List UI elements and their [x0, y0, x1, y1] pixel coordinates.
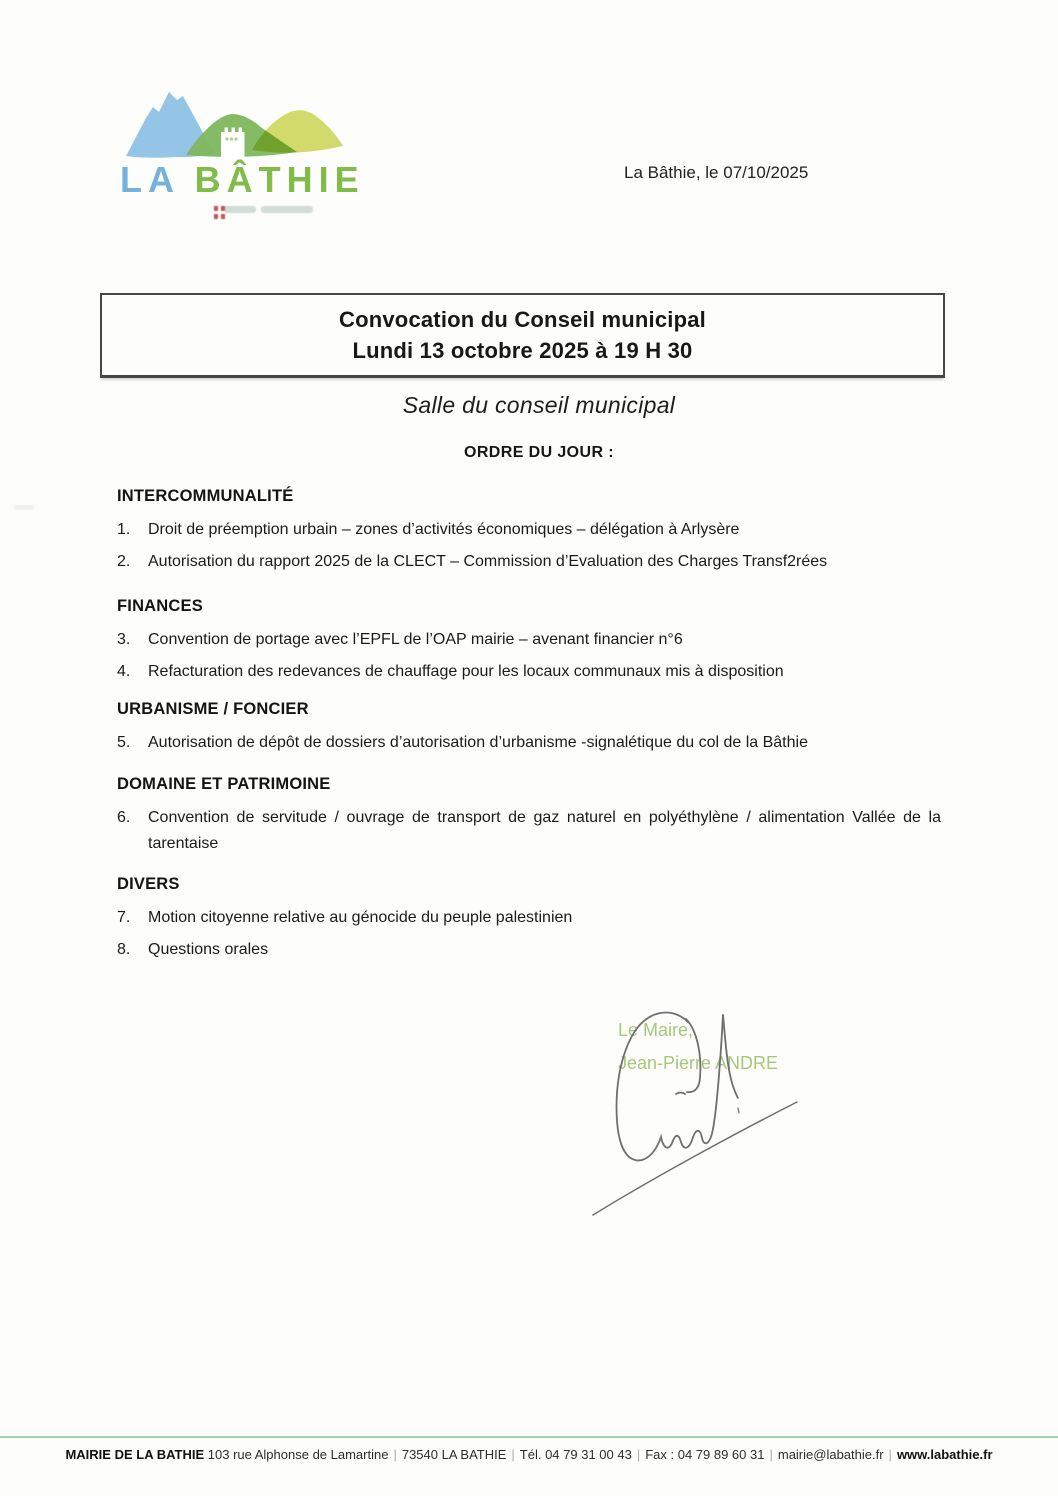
agenda-item [117, 659, 941, 685]
footer-address: 103 rue Alphonse de Lamartine [207, 1447, 389, 1462]
mayor-signature-icon [580, 1000, 840, 1240]
agenda-item [117, 517, 941, 543]
signature-block [580, 1000, 840, 1240]
footer-green-rule [0, 1436, 1058, 1438]
item-text: Refacturation des redevances de chauffage pour les locaux communaux mis à disposition [148, 663, 784, 680]
title-line-1: Convocation du Conseil municipal [339, 306, 706, 332]
logo-word-bathie: BÂTHIE [194, 159, 365, 200]
logo-wordmark [120, 159, 365, 200]
title-box [100, 293, 945, 378]
item-text: Droit de préemption urbain – zones d’activités économiques – délégation à Arlysère [148, 521, 740, 538]
footer-separator: | [769, 1447, 773, 1462]
meeting-room-subtitle: Salle du conseil municipal [402, 392, 676, 418]
footer-mairie-name: MAIRIE DE LA BATHIE [65, 1447, 205, 1462]
item-number: 1. [117, 521, 131, 538]
signature-role: Le Maire, [618, 1020, 694, 1040]
footer-separator: | [393, 1447, 397, 1462]
footer-separator: | [511, 1447, 515, 1462]
footer-fax: Fax : 04 79 89 60 31 [645, 1447, 765, 1462]
footer-website: www.labathie.fr [896, 1447, 993, 1462]
mountains-castle-icon [118, 84, 358, 164]
footer-email: mairie@labathie.fr [777, 1447, 884, 1462]
section-heading: INTERCOMMUNALITÉ [117, 487, 294, 505]
item-text: Convention de servitude / ouvrage de transport de gaz naturel en polyéthylène / alimentation Vallée de la tarentaise [148, 809, 941, 852]
agenda-item [117, 937, 941, 963]
footer-city: 73540 LA BATHIE [401, 1447, 507, 1462]
agenda-section-urbanisme [117, 700, 941, 762]
item-number: 6. [117, 809, 131, 826]
item-number: 5. [117, 734, 131, 751]
yellow-mountain-icon [252, 110, 343, 153]
agenda-section-domaine-patrimoine [117, 775, 941, 863]
item-number: 8. [117, 941, 131, 958]
la-bathie-logo [118, 84, 365, 234]
faint-tagline-text [261, 206, 313, 213]
footer-separator: | [888, 1447, 892, 1462]
item-number: 7. [117, 909, 131, 926]
agenda-item [117, 549, 941, 575]
section-heading: DOMAINE ET PATRIMOINE [117, 775, 331, 793]
item-number: 4. [117, 663, 131, 680]
section-heading: DIVERS [117, 875, 180, 893]
castle-tower-icon [221, 128, 245, 159]
item-text: Questions orales [148, 941, 269, 958]
agenda-section-finances [117, 597, 941, 691]
signature-name: Jean-Pierre ANDRE [618, 1053, 779, 1073]
document-date: La Bâthie, le 07/10/2025 [624, 163, 809, 182]
item-text: Autorisation de dépôt de dossiers d’autorisation d’urbanisme -signalétique du col de la Bâthie [148, 734, 808, 751]
footer-contact-line [0, 1447, 1058, 1462]
savoie-flag-icon [214, 206, 225, 219]
item-number: 3. [117, 631, 131, 648]
agenda-item [117, 805, 941, 857]
agenda-item [117, 627, 941, 653]
agenda-item [117, 730, 941, 756]
item-number: 2. [117, 553, 131, 570]
logo-word-la: LA [120, 159, 179, 200]
title-line-2: Lundi 13 octobre 2025 à 19 H 30 [352, 337, 693, 363]
section-heading: URBANISME / FONCIER [117, 700, 309, 718]
item-text: Motion citoyenne relative au génocide du peuple palestinien [148, 909, 573, 926]
item-text: Convention de portage avec l’EPFL de l’OAP mairie – avenant financier n°6 [148, 631, 683, 648]
footer-separator: | [636, 1447, 641, 1462]
scan-artifact [14, 505, 34, 510]
agenda-section-divers [117, 875, 941, 969]
agenda-section-intercommunalite [117, 487, 941, 581]
footer-phone: Tél. 04 79 31 00 43 [519, 1447, 632, 1462]
logo-tagline [214, 206, 313, 213]
section-heading: FINANCES [117, 597, 203, 615]
item-text: Autorisation du rapport 2025 de la CLECT – Commission d’Evaluation des Charges Transf2rées [148, 553, 828, 570]
agenda-heading: ORDRE DU JOUR : [463, 444, 614, 461]
agenda-item [117, 905, 941, 931]
